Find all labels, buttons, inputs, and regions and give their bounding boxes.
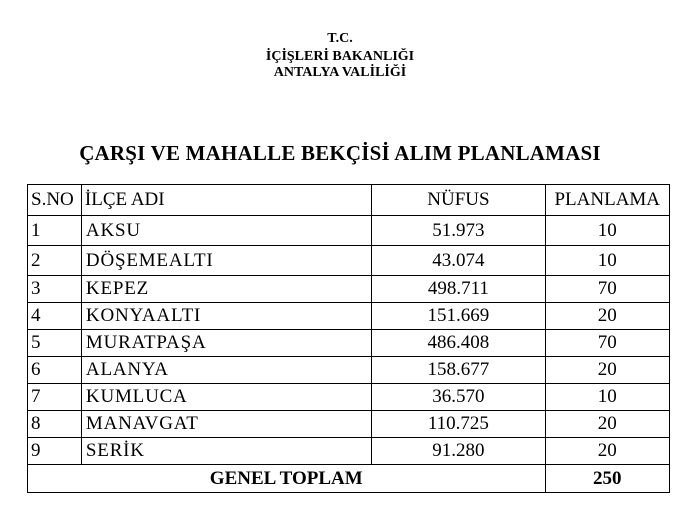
table-header-row xyxy=(28,185,670,216)
cell-planlama: 20 xyxy=(545,411,669,438)
cell-planlama: 20 xyxy=(545,357,669,384)
column-header-nufus: NÜFUS xyxy=(372,185,545,216)
cell-planlama: 70 xyxy=(545,276,669,303)
cell-planlama: 20 xyxy=(545,303,669,330)
cell-planlama: 10 xyxy=(545,216,669,246)
cell-sno: 1 xyxy=(28,216,82,246)
cell-ilce: KEPEZ xyxy=(81,276,371,303)
document-title: ÇARŞI VE MAHALLE BEKÇİSİ ALIM PLANLAMASI xyxy=(79,141,601,165)
table-row xyxy=(28,303,670,330)
cell-ilce: ALANYA xyxy=(81,357,371,384)
cell-nufus: 498.711 xyxy=(372,276,545,303)
header-tc: T.C. xyxy=(327,31,353,46)
cell-sno: 6 xyxy=(28,357,82,384)
cell-ilce: DÖŞEMEALTI xyxy=(81,246,371,276)
cell-ilce: MURATPAŞA xyxy=(81,330,371,357)
cell-ilce: AKSU xyxy=(81,216,371,246)
total-value: 250 xyxy=(545,465,669,493)
cell-ilce: SERİK xyxy=(81,438,371,465)
table-row xyxy=(28,330,670,357)
cell-planlama: 10 xyxy=(545,246,669,276)
table-row xyxy=(28,276,670,303)
cell-ilce: KONYAALTI xyxy=(81,303,371,330)
table-row xyxy=(28,411,670,438)
cell-nufus: 43.074 xyxy=(372,246,545,276)
table-row xyxy=(28,384,670,411)
cell-planlama: 70 xyxy=(545,330,669,357)
header-governorship: ANTALYA VALİLİĞİ xyxy=(273,65,407,80)
cell-sno: 7 xyxy=(28,384,82,411)
column-header-planlama: PLANLAMA xyxy=(545,185,669,216)
column-header-ilce: İLÇE ADI xyxy=(81,185,371,216)
cell-sno: 5 xyxy=(28,330,82,357)
cell-ilce: KUMLUCA xyxy=(81,384,371,411)
cell-nufus: 110.725 xyxy=(372,411,545,438)
total-row xyxy=(28,465,670,493)
cell-sno: 4 xyxy=(28,303,82,330)
cell-nufus: 158.677 xyxy=(372,357,545,384)
planning-table xyxy=(27,184,670,493)
cell-sno: 2 xyxy=(28,246,82,276)
cell-planlama: 10 xyxy=(545,384,669,411)
cell-sno: 8 xyxy=(28,411,82,438)
table-row xyxy=(28,216,670,246)
cell-nufus: 151.669 xyxy=(372,303,545,330)
cell-planlama: 20 xyxy=(545,438,669,465)
header-ministry: İÇİŞLERİ BAKANLIĞI xyxy=(265,49,415,64)
column-header-sno: S.NO xyxy=(28,185,82,216)
total-label: GENEL TOPLAM xyxy=(28,465,546,493)
cell-sno: 9 xyxy=(28,438,82,465)
table-row xyxy=(28,246,670,276)
cell-ilce: MANAVGAT xyxy=(81,411,371,438)
cell-sno: 3 xyxy=(28,276,82,303)
table-row xyxy=(28,438,670,465)
cell-nufus: 91.280 xyxy=(372,438,545,465)
cell-nufus: 36.570 xyxy=(372,384,545,411)
cell-nufus: 51.973 xyxy=(372,216,545,246)
table-row xyxy=(28,357,670,384)
cell-nufus: 486.408 xyxy=(372,330,545,357)
